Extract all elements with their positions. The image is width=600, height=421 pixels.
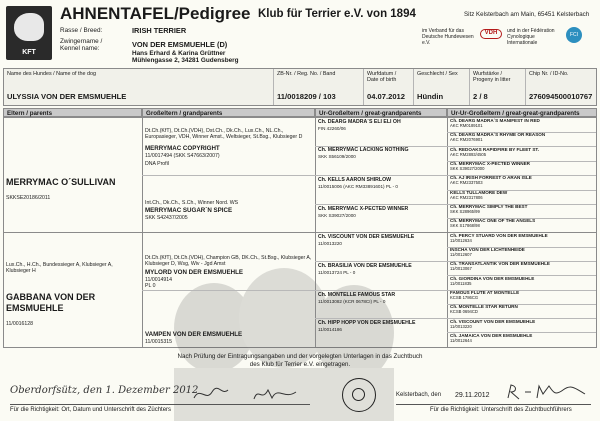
gggp-reg: KCSB 1786CG bbox=[450, 295, 479, 300]
gp1-name: MERRYMAC COPYRIGHT bbox=[145, 145, 220, 152]
gggp-entry bbox=[450, 304, 595, 314]
ggp-entry bbox=[318, 234, 448, 246]
dog-name-label: Name des Hundes / Name of the dog bbox=[7, 71, 96, 77]
gggp-name: Ch. TRANSATLANTIK VON DER EMSMUEHLE bbox=[450, 261, 550, 266]
reg-label: ZB-Nr. / Reg. No. / Band bbox=[277, 71, 336, 77]
sex-label: Geschlecht / Sex bbox=[417, 71, 458, 77]
gggp-name: Ch. MERRYMAC SIMPLY THE BEST bbox=[450, 204, 528, 209]
gggp-name: Ch. PERCY STUARD VON DER EMSMUEHLE bbox=[450, 233, 548, 238]
dam-reg: 11/0016128 bbox=[6, 321, 34, 327]
dob-label-1: Wurfdatum / bbox=[367, 71, 397, 77]
gp4-name: VAMPEN VON DER EMSMUEHLE bbox=[145, 331, 243, 338]
gggp-reg: 11/0013220 bbox=[450, 324, 472, 329]
chip-label: Chip Nr. / ID-No. bbox=[529, 71, 569, 77]
ggp-reg: 11/0013082 (KCR 0678CI) PL - 0 bbox=[318, 299, 386, 304]
gp1-extra: DNA Profil bbox=[145, 161, 169, 167]
gggp-reg: AKC RM2337503 bbox=[450, 180, 483, 185]
gggp-name: Ch. DEARG MADRA´S MANIFEST IN RED bbox=[450, 118, 540, 123]
ggp-reg: 11/0014186 bbox=[318, 327, 342, 332]
dog-name-cell bbox=[4, 69, 274, 105]
registrar-signature bbox=[505, 382, 590, 402]
gggp-reg: SKK S28965/99 bbox=[450, 209, 480, 214]
ggp-entry bbox=[318, 292, 448, 304]
gggp-name: Ch. GIORDINA VON DER EMSMUEHLE bbox=[450, 276, 535, 281]
ggp-entry bbox=[318, 206, 448, 218]
dog-name: ULYSSIA VON DER EMSMUEHLE bbox=[7, 92, 127, 101]
vdh-logo: VDH bbox=[480, 29, 502, 39]
gggp-reg: 11/0012644 bbox=[450, 338, 472, 343]
gggp-entry bbox=[450, 161, 595, 171]
kft-logo-text: KFT bbox=[22, 49, 36, 56]
gggp-entry bbox=[450, 333, 595, 343]
sire-name: MERRYMAC O´SULLIVAN bbox=[6, 177, 116, 187]
breed-label: Rasse / Breed: bbox=[60, 27, 103, 34]
gggp-entry bbox=[450, 290, 595, 300]
gp2-titles: Int.Ch., Dk.Ch., S.Ch., Winner Nord. WS bbox=[145, 200, 239, 206]
ggp-entry bbox=[318, 177, 448, 189]
ggp-name: Ch. KELLS AARON SHIRLOW bbox=[318, 177, 392, 183]
kennel-value: VON DER EMSMUEHLE (D) bbox=[132, 40, 228, 49]
terrier-head-icon bbox=[14, 13, 44, 41]
gggp-entry bbox=[450, 247, 595, 257]
gp4-reg: 11/0015315 bbox=[145, 339, 173, 345]
registration-note-line-1: Nach Prüfung der Eintragungsangaben und der vorgelegten Unterlagen in das Zuchtbuch bbox=[177, 353, 423, 360]
kennel-label-2: Kennel name: bbox=[60, 45, 100, 52]
ggp-reg: 11/0013220 bbox=[318, 241, 342, 246]
registrar-signature-label: Für die Richtigkeit: Unterschrift des Zuchtbuchführers bbox=[430, 407, 572, 413]
ggp-reg: SKK S39027/2000 bbox=[318, 213, 356, 218]
chip-cell bbox=[526, 69, 596, 105]
reg-number: 11/0018209 / 103 bbox=[277, 92, 336, 101]
ggp-name: Ch. HIPP HOPP VON DER EMSMUEHLE bbox=[318, 320, 416, 326]
club-seal bbox=[342, 378, 376, 412]
gggp-reg: 11/0012634 bbox=[450, 238, 472, 243]
ggp-name: Ch. BRASILIA VON DER EMSMUEHLE bbox=[318, 263, 412, 269]
breeder-handwritten-place-date: Oberdorfsütz, den 1. Dezember 2012 bbox=[10, 385, 199, 396]
ggp-entry bbox=[318, 119, 448, 131]
gp3-reg: 11/0014914 bbox=[145, 277, 173, 283]
ggp-entry bbox=[318, 320, 448, 332]
ggp-name: Ch. MERRYMAC LACKING NOTHING bbox=[318, 147, 409, 153]
ggp-reg: SKK S56109/2000 bbox=[318, 154, 356, 159]
gggp-name: Ch. DEARG MADRA´S RHYME OR REASON bbox=[450, 132, 546, 137]
place-label: Kelsterbach, den bbox=[396, 392, 442, 398]
ggp-name: Ch. DEARG MADRA´S ELI ELI OH bbox=[318, 119, 401, 125]
reg-cell bbox=[274, 69, 364, 105]
dam-name: GABBANA VON DER EMSMUEHLE bbox=[6, 292, 96, 313]
gggp-entry bbox=[450, 204, 595, 214]
litter-cell bbox=[470, 69, 526, 105]
litter-label-1: Wurfstärke / bbox=[473, 71, 502, 77]
date-of-birth: 04.07.2012 bbox=[367, 92, 406, 101]
gp3-name: MYLORD VON DER EMSMUEHLE bbox=[145, 269, 243, 276]
breeder-address: Mühlengasse 2, 34281 Gudensberg bbox=[132, 57, 239, 64]
breeder-signature-label: Für die Richtigkeit: Ort, Datum und Unterschrift des Züchters bbox=[10, 407, 172, 413]
col-header-great-great-grandparents: Ur-Ur-Großeltern / great-great-grandparents bbox=[447, 108, 597, 117]
gggp-reg: 11/0013067 bbox=[450, 266, 472, 271]
gggp-entry bbox=[450, 147, 595, 157]
gggp-name: Ch. MONTELLE STAR RETURN bbox=[450, 304, 518, 309]
ggp-reg: 11/0015006 (AKC RM33891601) PL - 0 bbox=[318, 184, 398, 189]
gggp-entry bbox=[450, 218, 595, 228]
litter-value: 2 / 8 bbox=[473, 92, 488, 101]
gggp-entry bbox=[450, 190, 595, 200]
gggp-reg: AKC RM2893/4505 bbox=[450, 152, 487, 157]
gp3-extra: PL 0 bbox=[145, 283, 156, 289]
sex-value: Hündin bbox=[417, 92, 444, 101]
gggp-entry bbox=[450, 319, 595, 329]
fci-logo: FCI bbox=[566, 27, 582, 43]
col-header-parents: Eltern / parents bbox=[3, 108, 142, 117]
gggp-name: Ch. MERRYMAC X-PECTED WINNER bbox=[450, 161, 530, 166]
gggp-reg: AKC RM0189101 bbox=[450, 123, 483, 128]
breed-value: IRISH TERRIER bbox=[132, 26, 187, 35]
dob-cell bbox=[364, 69, 414, 105]
litter-label-2: Progeny in litter bbox=[473, 77, 511, 83]
sire-reg: SKKSE20186/2011 bbox=[6, 195, 51, 201]
ggp-name: Ch. MERRYMAC X-PECTED WINNER bbox=[318, 206, 409, 212]
dog-info-row bbox=[3, 68, 597, 106]
gggp-entry bbox=[450, 175, 595, 185]
col-header-grandparents: Großeltern / grandparents bbox=[142, 108, 315, 117]
dam-titles: Lux.Ch., H.Ch., Bundessieger A, Klubsieger A, Klubsieger H bbox=[6, 262, 113, 274]
gggp-entry bbox=[450, 132, 595, 142]
ggp-reg: 11/0013724 PL - 0 bbox=[318, 270, 356, 275]
breeder-signatures bbox=[192, 384, 302, 404]
gggp-reg: 11/0012607 bbox=[450, 252, 472, 257]
gp3-titles: Dt.Ch.(KfT), Dt.Ch.(VDH), Champion GB, DK.Ch., St.Bsg., Klubsieger A, Klubsieger D, Wsg, Wiv - Jgd Amst bbox=[145, 255, 312, 267]
club-name: Klub für Terrier e.V. von 1894 bbox=[258, 8, 416, 20]
gggp-name: Ch. JAMAICA VON DER EMSMUEHLE bbox=[450, 333, 533, 338]
ggp-name: Ch. MONTELLE FAMOUS STAR bbox=[318, 292, 396, 298]
ggp-entry bbox=[318, 263, 448, 275]
ggp-entry bbox=[318, 147, 448, 159]
chip-number: 276094500010767 bbox=[529, 92, 593, 101]
gggp-name: Ch. VISCOUNT VON DER EMSMUEHLE bbox=[450, 319, 536, 324]
gggp-entry bbox=[450, 261, 595, 271]
gggp-name: KELLS TULLAMORE DEW bbox=[450, 190, 508, 195]
gp1-reg: 11/0017494 (SKK S47663/2007) bbox=[145, 153, 220, 159]
gggp-name: INSCHA VON DER LICHTENHEIDE bbox=[450, 247, 525, 252]
gggp-entry bbox=[450, 276, 595, 286]
gggp-name: Ch. AJ IRISH FORREST O ARAN ISLE bbox=[450, 175, 532, 180]
gp1-titles: Dt.Ch.(KfT), Dt.Ch.(VDH), Dst.Ch., Dk.Ch., Lux.Ch., NL.Ch., Europasieger, VDH, Winner Amst., Weltsieger, St.Bsg., Klubsieger D bbox=[145, 128, 303, 140]
gggp-name: Ch. REDOAKS RAPIDFIRE BY FLEET ST. bbox=[450, 147, 539, 152]
issue-date: 29.11.2012 bbox=[455, 392, 490, 399]
gggp-name: Ch. MERRYMAC ONE OF THE ANGELS bbox=[450, 218, 536, 223]
vdh-membership-text: im Verband für das Deutsche Hundewesen e.V. bbox=[422, 28, 474, 46]
gggp-entry bbox=[450, 233, 595, 243]
club-seat: Sitz Kelsterbach am Main, 65451 Kelsterbach bbox=[464, 11, 590, 18]
dob-label-2: Date of birth bbox=[367, 77, 397, 83]
kft-logo bbox=[6, 6, 52, 60]
gggp-reg: SKK S39027/2000 bbox=[450, 166, 485, 171]
gggp-reg: AKC RM2076901 bbox=[450, 137, 483, 142]
gp2-name: MERRYMAC SUGAR´N SPICE bbox=[145, 207, 233, 214]
registration-note bbox=[150, 353, 450, 368]
breeder-owner: Hans Erhard & Karina Grüttner bbox=[132, 50, 226, 57]
document-title: AHNENTAFEL/Pedigree bbox=[60, 4, 251, 23]
fci-membership-text: und in der Fédération Cynologique Internationale bbox=[507, 28, 555, 46]
gggp-reg: SKK S17868/98 bbox=[450, 223, 480, 228]
gggp-reg: 11/0011835 bbox=[450, 281, 472, 286]
ggp-reg: FIN 42260/06 bbox=[318, 126, 346, 131]
gggp-reg: AKC RM2317806 bbox=[450, 195, 483, 200]
registration-note-line-2: des Klub für Terrier e.V. eingetragen. bbox=[249, 360, 351, 368]
gp2-reg: SKK S42437/2005 bbox=[145, 215, 188, 221]
col-header-great-grandparents: Ur-Großeltern / great-grandparents bbox=[315, 108, 447, 117]
kennel-label-1: Zwingername / bbox=[60, 38, 103, 45]
gggp-reg: KCSB 0694CD bbox=[450, 309, 478, 314]
gggp-entry bbox=[450, 118, 595, 128]
gggp-name: FAMOUS FLUTE AT MONTELLE bbox=[450, 290, 520, 295]
sex-cell bbox=[414, 69, 470, 105]
ggp-name: Ch. VISCOUNT VON DER EMSMUEHLE bbox=[318, 234, 415, 240]
